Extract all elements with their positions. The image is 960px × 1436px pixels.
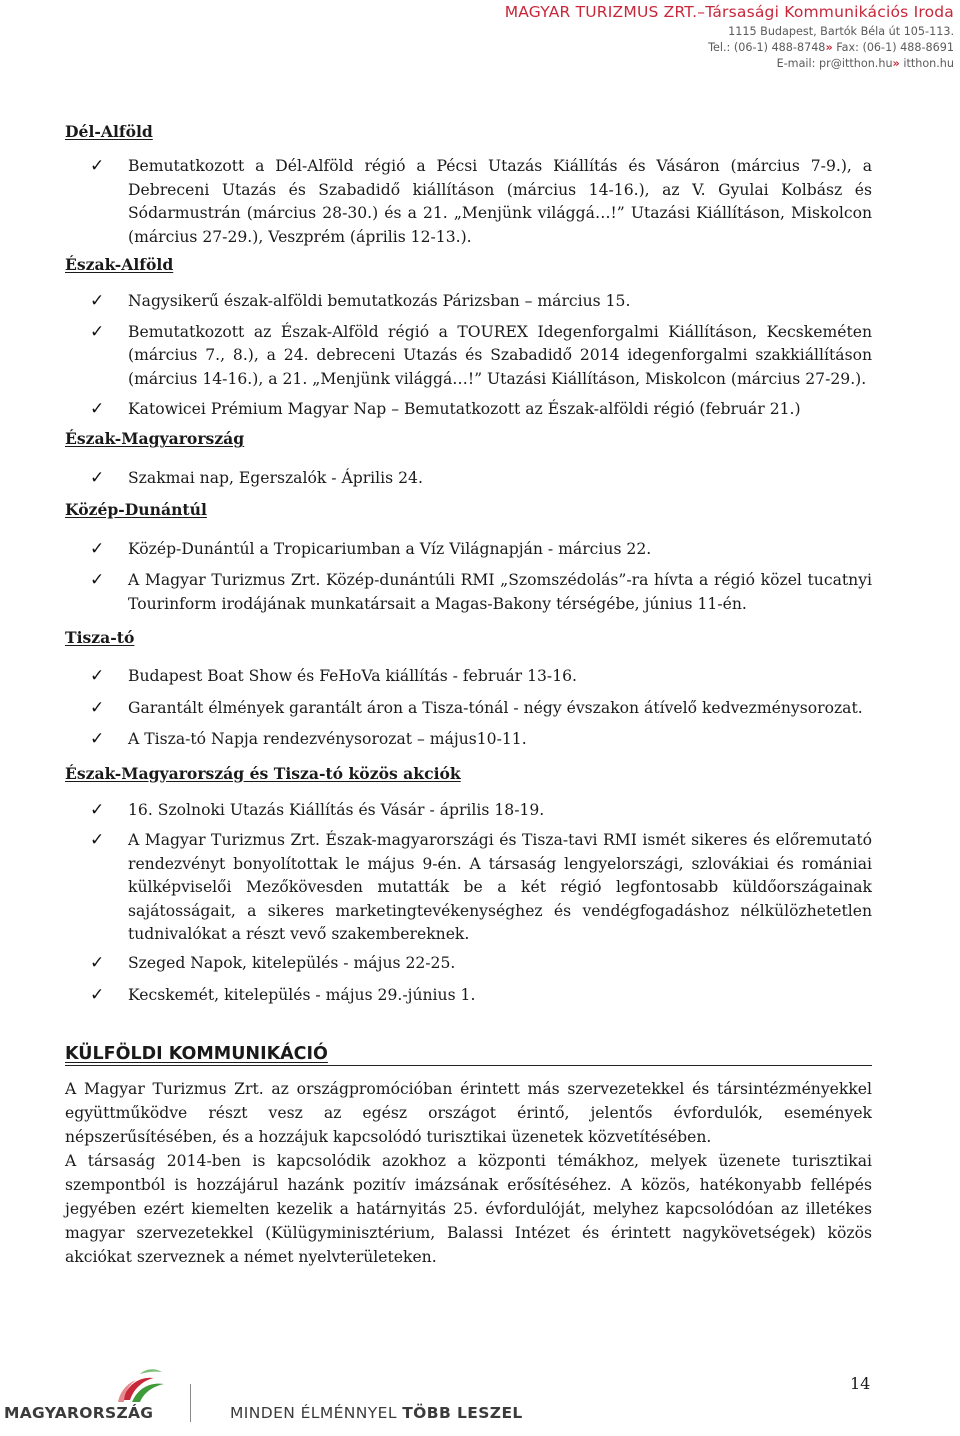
- list-item: [65, 728, 872, 751]
- section-heading-text: KÜLFÖLDI KOMMUNIKÁCIÓ: [65, 1044, 328, 1065]
- footer-divider: [190, 1384, 191, 1422]
- list-item: [65, 321, 872, 391]
- list-item: [65, 952, 872, 975]
- check-list: [65, 665, 872, 751]
- section-heading-kulfoldi: [65, 1043, 872, 1066]
- org-separator: –: [697, 3, 706, 21]
- checkmark-icon: ✓: [90, 830, 105, 851]
- fax-label: Fax:: [836, 41, 859, 54]
- list-item-text: Bemutatkozott az Észak-Alföld régió a TOUREX Idegenforgalmi Kiállításon, Kecskeméten (március 7., 8.), a 24. debreceni Utazás és Szabadidő 2014 idegenforgalmi szakkiállításon (március 14-16.), a 21. „Menjünk világgá…!” Utazási Kiállításon, Miskolcon (március 27-29.).: [128, 322, 872, 388]
- checkmark-icon: ✓: [90, 984, 105, 1005]
- website-link[interactable]: itthon.hu: [903, 57, 954, 70]
- slogan-regular: MINDEN ÉLMÉNNYEL: [230, 1404, 403, 1422]
- list-item-text: A Magyar Turizmus Zrt. Észak-magyarországi és Tisza-tavi RMI ismét sikeres és előremutató rendezvényt bonyolítottak le május 9-én. A társaság lengyelországi, szlovákiai és romániai külképviselői Mezőkövesden mutatták be a két régió legfontosabb küldőországainak sajátosságait, a sikeres marketingtevékenységhez és vendégfogadáshoz nélkülözhetetlen tudnivalókat a részt vevő szakembereknek.: [128, 831, 872, 943]
- list-item: [65, 697, 872, 720]
- checkmark-icon: ✓: [90, 697, 105, 718]
- footer-logo-text: MAGYARORSZÁG: [4, 1404, 154, 1422]
- tel-value: (06-1) 488-8748: [733, 41, 826, 54]
- checkmark-icon: ✓: [90, 666, 105, 687]
- section-title: Közép-Dunántúl: [65, 500, 207, 520]
- email-label: E-mail:: [776, 57, 816, 70]
- paragraph: A társaság 2014-ben is kapcsolódik azokhoz a központi témákhoz, melyek üzenete turisztikai szempontból is hozzájárul hazánk pozitív imázsának erősítéséhez. A közös, hatékonyabb fellépés jegyében ezért kiemelten kezelik a határnyitás 25. évfordulóját, melyhez kapcsolódóan az illetékes magyar szervezetekkel (Külügyminisztérium, Balassi Intézet és érintett nagykövetségek) közös akciókat szerveznek a német nyelvterületeken.: [65, 1151, 872, 1266]
- org-name: MAGYAR TURIZMUS ZRT.: [504, 3, 698, 21]
- checkmark-icon: ✓: [90, 291, 105, 312]
- page-content: [65, 120, 872, 1269]
- list-item-text: A Tisza-tó Napja rendezvénysorozat – május10-11.: [128, 730, 527, 749]
- list-item: [65, 984, 872, 1007]
- check-list: [65, 467, 872, 490]
- checkmark-icon: ✓: [90, 467, 105, 488]
- list-item-text: Garantált élmények garantált áron a Tisza-tónál - négy évszakon átívelő kedvezménysorozat.: [128, 698, 863, 717]
- magyarorszag-logo-icon: [110, 1366, 180, 1406]
- list-item: [65, 799, 872, 822]
- list-item-text: Budapest Boat Show és FeHoVa kiállítás - február 13-16.: [128, 667, 577, 686]
- list-item-text: 16. Szolnoki Utazás Kiállítás és Vásár - április 18-19.: [128, 800, 545, 819]
- list-item-text: Katowicei Prémium Magyar Nap – Bemutatkozott az Észak-alföldi régió (február 21.): [128, 400, 801, 419]
- section-title: Észak-Magyarország és Tisza-tó közös akciók: [65, 763, 461, 783]
- list-item-text: Kecskemét, kitelepülés - május 29.-június 1.: [128, 985, 476, 1004]
- list-item: [65, 155, 872, 249]
- footer-slogan: [230, 1404, 523, 1422]
- checkmark-icon: ✓: [90, 729, 105, 750]
- paragraph: A Magyar Turizmus Zrt. az országpromócióban érintett más szervezetekkel és társintézményekkel együttműködve részt vesz az egész országot érintő, jelentős évfordulók, események népszerűsítésében, és a hozzájuk kapcsolódó turisztikai üzenetek közvetítésében.: [65, 1079, 872, 1146]
- checkmark-icon: ✓: [90, 799, 105, 820]
- page-number: 14: [850, 1374, 871, 1393]
- list-item: [65, 290, 872, 313]
- list-item: [65, 467, 872, 490]
- checkmark-icon: ✓: [90, 399, 105, 420]
- check-list: [65, 538, 872, 616]
- list-item: [65, 398, 872, 421]
- checkmark-icon: ✓: [90, 156, 105, 177]
- section-title: Tisza-tó: [65, 627, 135, 647]
- list-item-text: Szeged Napok, kitelepülés - május 22-25.: [128, 954, 456, 973]
- list-item-text: Nagysikerű észak-alföldi bemutatkozás Párizsban – március 15.: [128, 292, 631, 311]
- check-list: [65, 155, 872, 249]
- list-item-text: Szakmai nap, Egerszalók - Április 24.: [128, 468, 423, 487]
- list-item-text: A Magyar Turizmus Zrt. Közép-dunántúli RMI „Szomszédolás”-ra hívta a régió közel tucatnyi Tourinform irodájának munkatársait a Magas-Bakony térségébe, június 11-én.: [128, 571, 872, 613]
- list-item: [65, 829, 872, 946]
- org-department: Társasági Kommunikációs Iroda: [705, 3, 954, 21]
- section-title: Észak-Magyarország: [65, 429, 245, 449]
- checkmark-icon: ✓: [90, 321, 105, 342]
- arrow-icon: »: [892, 57, 900, 70]
- list-item: [65, 665, 872, 688]
- footer: [0, 1366, 960, 1436]
- section-title: Észak-Alföld: [65, 255, 174, 275]
- list-item: [65, 569, 872, 616]
- heading-rule: [65, 1065, 872, 1066]
- list-item-text: Bemutatkozott a Dél-Alföld régió a Pécsi Utazás Kiállítás és Vásáron (március 7-9.), a Debreceni Utazás és Szabadidő kiállításon (március 14-16.), az V. Gyulai Kolbász és Sódarmustrán (március 28-30.) és a 21. „Menjünk világgá…!” Utazási Kiállításon, Miskolcon (március 27-29.), Veszprém (április 12-13.).: [128, 157, 872, 246]
- check-list: [65, 799, 872, 1007]
- section-title: Dél-Alföld: [65, 122, 153, 141]
- email-line: [460, 56, 954, 72]
- fax-value: (06-1) 488-8691: [862, 41, 954, 54]
- phone-line: [460, 40, 954, 56]
- checkmark-icon: ✓: [90, 538, 105, 559]
- tel-label: Tel.:: [708, 41, 731, 54]
- slogan-bold: TÖBB LESZEL: [402, 1404, 523, 1422]
- check-list: [65, 290, 872, 421]
- address-line: 1115 Budapest, Bartók Béla út 105-113.: [728, 25, 954, 38]
- arrow-icon: »: [825, 41, 833, 54]
- email-value[interactable]: pr@itthon.hu: [819, 57, 893, 70]
- checkmark-icon: ✓: [90, 570, 105, 591]
- checkmark-icon: ✓: [90, 953, 105, 974]
- list-item: [65, 538, 872, 561]
- letterhead: [460, 0, 960, 72]
- org-title: [460, 0, 954, 21]
- list-item-text: Közép-Dunántúl a Tropicariumban a Víz Világnapján - március 22.: [128, 539, 652, 558]
